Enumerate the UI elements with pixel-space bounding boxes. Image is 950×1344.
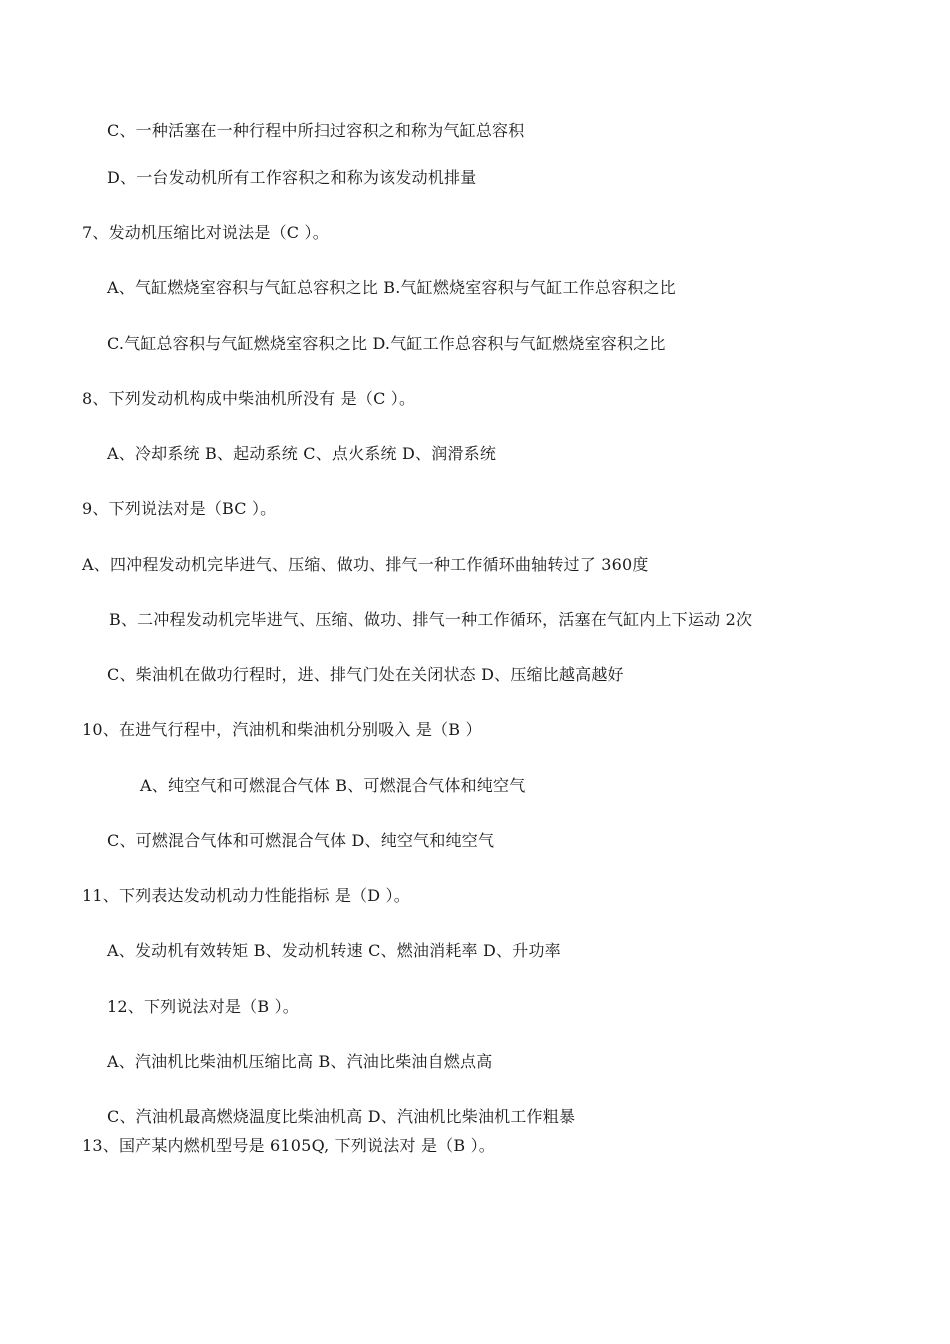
options-10cd: C、可燃混合气体和可燃混合气体 D、纯空气和纯空气 [107,831,495,850]
options-12cd: C、汽油机最高燃烧温度比柴油机高 D、汽油机比柴油机工作粗暴 [107,1107,576,1126]
question-10: 10、在进气行程中，汽油机和柴油机分别吸入 是（B ） [82,720,482,739]
option-9b: B、二冲程发动机完毕进气、压缩、做功、排气一种工作循环，活塞在气缸内上下运动 2次 [109,610,753,629]
question-9: 9、下列说法对是（BC ）。 [82,499,277,518]
question-7: 7、发动机压缩比对说法是（C ）。 [82,223,329,242]
options-7cd: C.气缸总容积与气缸燃烧室容积之比 D.气缸工作总容积与气缸燃烧室容积之比 [107,334,666,353]
question-8: 8、下列发动机构成中柴油机所没有 是（C ）。 [82,389,416,408]
question-11: 11、下列表达发动机动力性能指标 是（D ）。 [82,886,410,905]
options-11: A、发动机有效转矩 B、发动机转速 C、燃油消耗率 D、升功率 [107,941,561,960]
option-6c: C、一种活塞在一种行程中所扫过容积之和称为气缸总容积 [107,121,525,140]
option-9a: A、四冲程发动机完毕进气、压缩、做功、排气一种工作循环曲轴转过了 360度 [82,555,649,574]
options-10ab: A、纯空气和可燃混合气体 B、可燃混合气体和纯空气 [140,776,526,795]
options-8: A、冷却系统 B、起动系统 C、点火系统 D、润滑系统 [107,444,497,463]
options-12ab: A、汽油机比柴油机压缩比高 B、汽油比柴油自燃点高 [107,1052,493,1071]
question-12: 12、下列说法对是（B ）。 [107,997,300,1016]
option-6d: D、一台发动机所有工作容积之和称为该发动机排量 [107,168,477,187]
question-13: 13、国产某内燃机型号是 6105Q, 下列说法对 是（B ）。 [82,1136,495,1155]
options-7ab: A、气缸燃烧室容积与气缸总容积之比 B.气缸燃烧室容积与气缸工作总容积之比 [107,278,676,297]
options-9cd: C、柴油机在做功行程时，进、排气门处在关闭状态 D、压缩比越高越好 [107,665,624,684]
